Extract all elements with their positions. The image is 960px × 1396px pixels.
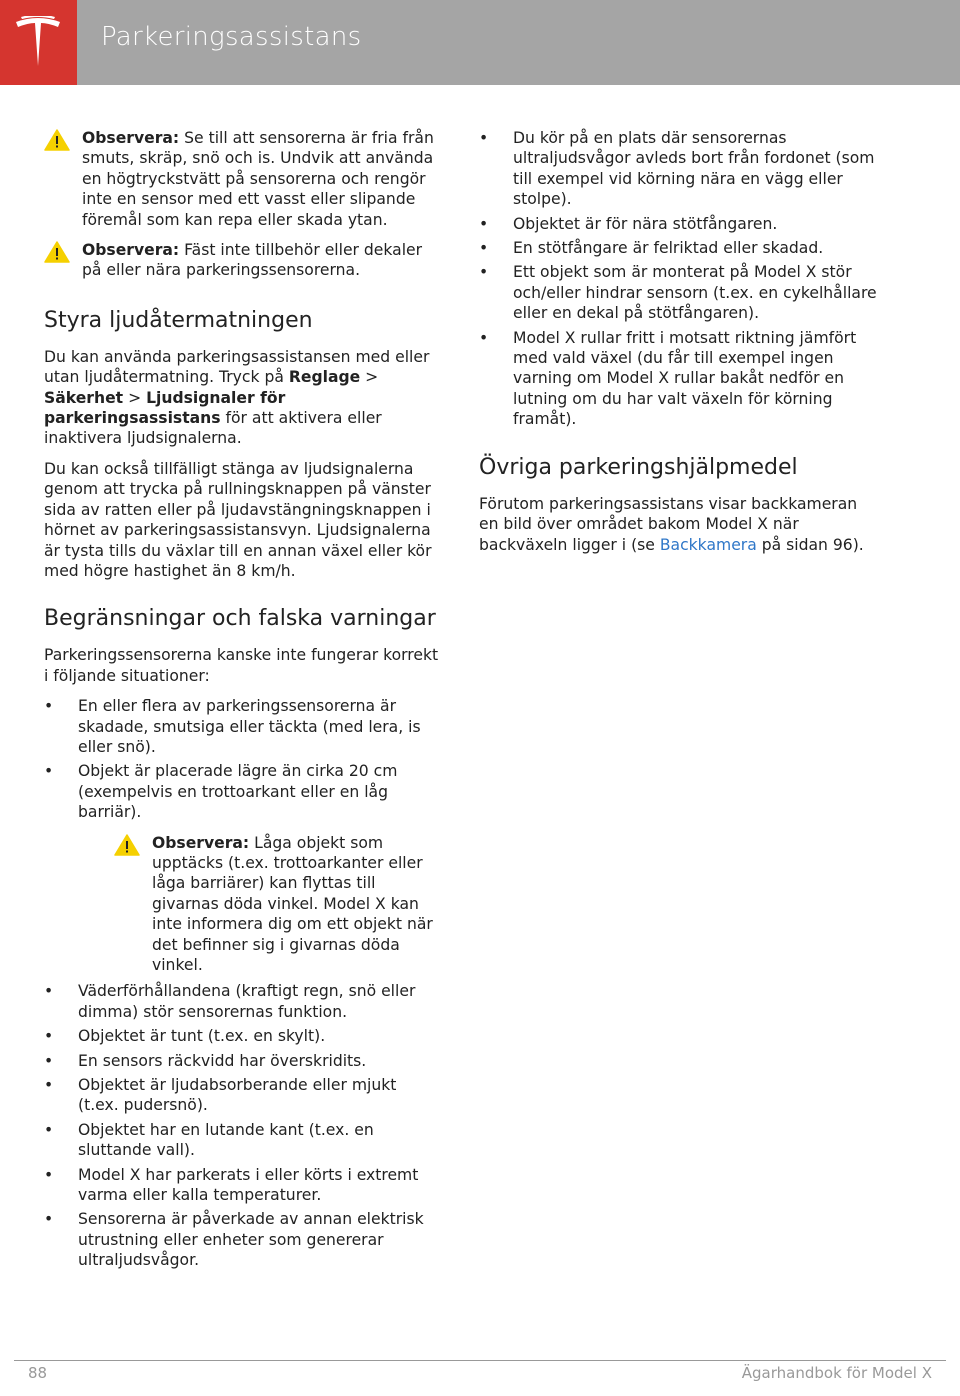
separator: > — [123, 388, 147, 407]
note-label: Observera: — [152, 833, 250, 852]
bullet-list — [44, 696, 440, 1271]
list-item-text: Ett objekt som är monterat på Model X stör och/eller hindrar sensorn (t.ex. en cykelhållare eller en dekal på stötfångaren). — [513, 263, 877, 323]
note-text: Låga objekt som upptäcks (t.ex. trottoarkanter eller låga barriärer) kan flyttas till givarnas döda vinkel. Model X kan inte informera dig om ett objekt när det befinner sig i givarnas döda vinkel. — [152, 833, 433, 974]
text: Du kan använda parkeringsassistansen med eller utan ljudåtermatning. Tryck på — [44, 347, 430, 387]
menu-path-sakerhet: Säkerhet — [44, 388, 124, 407]
warning-note — [114, 833, 440, 976]
list-item — [44, 1165, 440, 1206]
list-item-text: En eller flera av parkeringssensorerna är skadade, smutsiga eller täckta (med lera, is eller snö). — [78, 697, 421, 756]
left-column — [44, 128, 440, 1281]
list-item — [44, 1075, 440, 1116]
bullet-list — [479, 128, 879, 430]
list-item-text: En stötfångare är felriktad eller skadad. — [513, 239, 824, 258]
warning-note — [44, 240, 440, 281]
paragraph: Parkeringssensorerna kanske inte fungerar korrekt i följande situationer: — [44, 646, 439, 685]
warning-icon — [114, 834, 140, 856]
list-item — [479, 238, 879, 258]
note-text: Se till att sensorerna är fria från smuts, skräp, snö och is. Undvik att använda en högtryckstvätt på sensorerna och rengör inte en sensor med ett vasst eller slipande föremål som kan repa eller skada ytan. — [82, 129, 434, 229]
footer-divider — [14, 1360, 946, 1361]
bullet: • — [44, 697, 54, 716]
brand-logo — [0, 0, 77, 85]
warning-note — [44, 128, 440, 230]
bullet: • — [44, 1027, 54, 1046]
list-item-text: Objektet är tunt (t.ex. en skylt). — [78, 1027, 326, 1046]
list-item-text: Objektet har en lutande kant (t.ex. en sluttande vall). — [78, 1120, 374, 1160]
page-title: Parkeringsassistans — [101, 22, 362, 52]
note-label: Observera: — [82, 129, 180, 147]
menu-path-ljudsignaler: Ljudsignaler för parkeringsassistans — [44, 388, 286, 428]
tesla-logo-icon — [14, 16, 62, 68]
list-item-text: Du kör på en plats där sensorernas ultraljudsvågor avleds bort från fordonet (som till exempel vid körning nära en vägg eller stolpe). — [513, 129, 875, 209]
bullet: • — [44, 1165, 54, 1184]
text: på sidan 96). — [756, 535, 864, 554]
paragraph: Du kan också tillfälligt stänga av ljudsignalerna genom att trycka på rullningsknappen på vänster sida av ratten eller på ljudavstängningsknappen i hörnet av parkeringsassistansvyn. Ljudsignalerna är tysta tills du växlar till en annan växel eller kör med högre hastighet än 8 km/h. — [44, 459, 432, 580]
text: Förutom parkeringsassistans visar backkameran en bild över området bakom Model X när backväxeln ligger i (se — [479, 494, 858, 554]
paragraph — [479, 494, 879, 555]
list-item-text: Sensorerna är påverkade av annan elektrisk utrustning eller enheter som genererar ultraljudsvågor. — [78, 1210, 424, 1270]
right-column — [479, 128, 879, 565]
list-item — [44, 1209, 440, 1270]
list-item — [44, 981, 440, 1022]
bullet: • — [479, 129, 489, 147]
note-label: Observera: — [82, 241, 180, 260]
list-item — [479, 128, 879, 210]
list-item — [479, 262, 879, 323]
bullet: • — [44, 1051, 54, 1070]
bullet: • — [479, 214, 489, 233]
warning-icon — [44, 241, 70, 263]
list-item-text: Model X har parkerats i eller körts i extremt varma eller kalla temperaturer. — [78, 1165, 419, 1205]
section-heading: Övriga parkeringshjälpmedel — [479, 454, 798, 480]
section-heading: Styra ljudåtermatningen — [44, 307, 313, 333]
list-item — [479, 328, 879, 430]
list-item-text: Objekt är placerade lägre än cirka 20 cm (exempelvis en trottoarkant eller en låg barriär). — [78, 762, 398, 822]
list-item — [479, 214, 879, 234]
page-number: 88 — [28, 1364, 48, 1382]
text: för att aktivera eller inaktivera ljudsignalerna. — [44, 409, 382, 448]
backkamera-link[interactable]: Backkamera — [659, 535, 757, 554]
manual-title: Ägarhandbok för Model X — [741, 1364, 932, 1382]
bullet: • — [44, 1210, 54, 1229]
warning-icon — [44, 129, 70, 151]
bullet: • — [44, 1076, 54, 1095]
list-item — [44, 1051, 440, 1071]
paragraph — [44, 347, 440, 449]
list-item — [44, 696, 440, 757]
list-item-text: Objektet är ljudabsorberande eller mjukt (t.ex. pudersnö). — [78, 1076, 397, 1115]
bullet: • — [44, 762, 54, 781]
menu-path-reglage: Reglage — [288, 368, 361, 387]
separator: > — [360, 368, 379, 387]
list-item — [44, 761, 440, 975]
list-item-text: Model X rullar fritt i motsatt riktning jämfört med vald växel (du får till exempel ingen varning om Model X rullar bakåt nedför en lutning om du har valt växeln för körning framåt). — [513, 328, 857, 429]
section-heading: Begränsningar och falska varningar — [44, 606, 436, 632]
bullet: • — [44, 1120, 54, 1139]
bullet: • — [44, 982, 54, 1001]
list-item — [44, 1026, 440, 1046]
list-item-text: Objektet är för nära stötfångaren. — [513, 214, 778, 233]
list-item-text: En sensors räckvidd har överskridits. — [78, 1051, 367, 1070]
bullet: • — [479, 328, 489, 347]
bullet: • — [479, 263, 489, 282]
list-item — [44, 1120, 440, 1161]
list-item-text: Väderförhållandena (kraftigt regn, snö eller dimma) stör sensorernas funktion. — [78, 982, 416, 1021]
note-text: Fäst inte tillbehör eller dekaler på eller nära parkeringssensorerna. — [82, 241, 423, 280]
bullet: • — [479, 239, 489, 258]
page-header — [0, 0, 960, 85]
